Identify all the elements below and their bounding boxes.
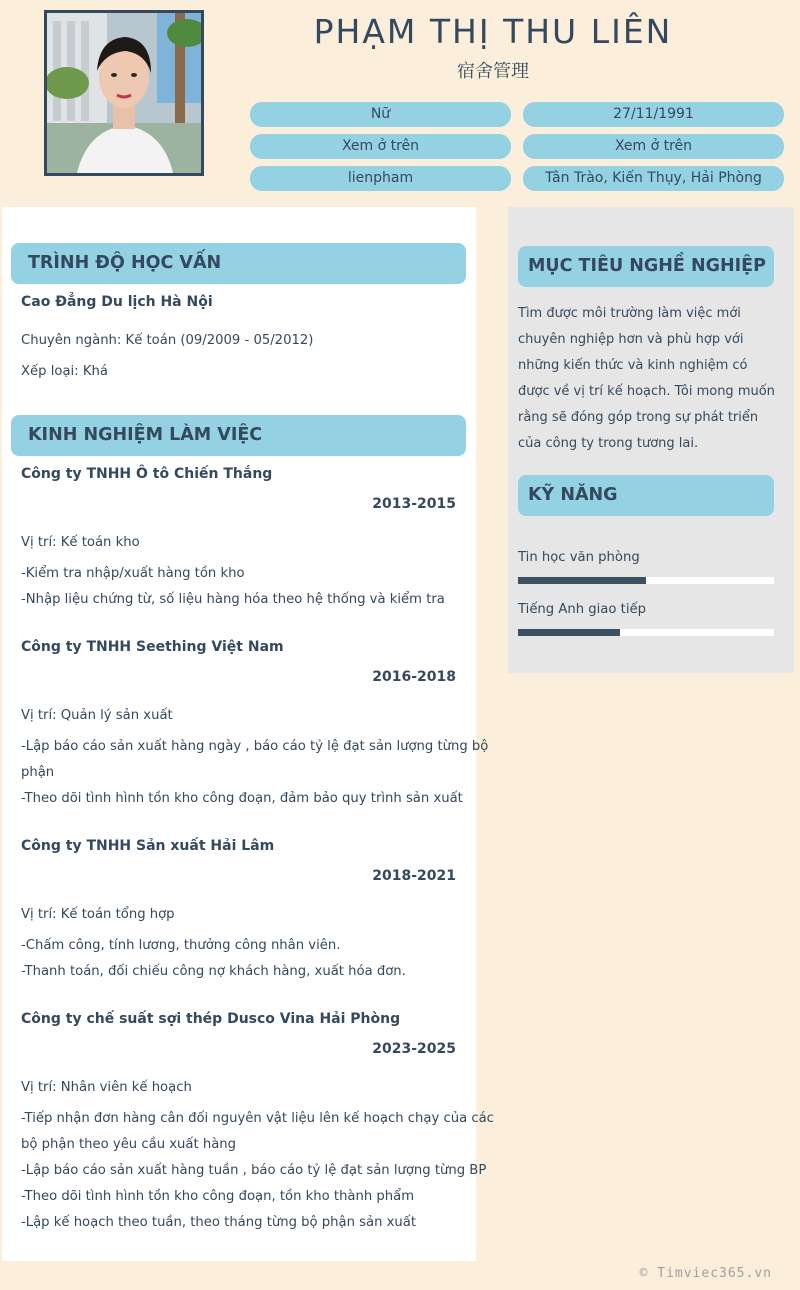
job-duty: phận bbox=[21, 765, 55, 780]
job-years: 2018-2021 bbox=[372, 868, 456, 884]
job-position: Vị trí: Kế toán kho bbox=[21, 535, 140, 550]
education-major: Chuyên ngành: Kế toán (09/2009 - 05/2012) bbox=[21, 333, 314, 348]
company-name: Công ty TNHH Ô tô Chiến Thắng bbox=[21, 466, 273, 482]
job-position: Vị trí: Quản lý sản xuất bbox=[21, 708, 173, 723]
job-position: Vị trí: Kế toán tổng hợp bbox=[21, 907, 175, 922]
school-name: Cao Đẳng Du lịch Hà Nội bbox=[21, 294, 213, 310]
skill-bar-fill bbox=[518, 629, 620, 636]
job-years: 2013-2015 bbox=[372, 496, 456, 512]
skill-bar-fill bbox=[518, 577, 646, 584]
phone-field[interactable]: Xem ở trên bbox=[250, 134, 511, 159]
avatar-photo bbox=[44, 10, 204, 176]
objective-line: Tìm được môi trường làm việc mới bbox=[518, 306, 741, 321]
objective-line: chuyên nghiệp hơn và phù hợp với bbox=[518, 332, 744, 347]
username-field: lienpham bbox=[250, 166, 511, 191]
job-years: 2016-2018 bbox=[372, 669, 456, 685]
job-duty: -Theo dõi tình hình tồn kho công đoạn, tồn kho thành phẩm bbox=[21, 1189, 415, 1204]
cv-header bbox=[0, 0, 800, 207]
skill-name: Tin học văn phòng bbox=[518, 550, 640, 565]
company-name: Công ty chế suất sợi thép Dusco Vina Hải Phòng bbox=[21, 1011, 401, 1027]
company-name: Công ty TNHH Sản xuất Hải Lâm bbox=[21, 838, 275, 854]
birthday-field: 27/11/1991 bbox=[523, 102, 784, 127]
objective-line: những kiến thức và kinh nghiệm có bbox=[518, 358, 748, 373]
company-name: Công ty TNHH Seething Việt Nam bbox=[21, 639, 284, 655]
skill-bar bbox=[518, 577, 774, 584]
objective-line: được về vị trí kế hoạch. Tôi mong muốn bbox=[518, 384, 775, 399]
address-field: Tân Trào, Kiến Thụy, Hải Phòng bbox=[523, 166, 784, 191]
watermark: © Timviec365.vn bbox=[639, 1266, 772, 1281]
skills-heading: KỸ NĂNG bbox=[518, 475, 774, 516]
job-duty: bộ phận theo yêu cầu xuất hàng bbox=[21, 1137, 237, 1152]
education-grade: Xếp loại: Khá bbox=[21, 364, 108, 379]
main-column bbox=[2, 207, 494, 1261]
objective-heading: MỤC TIÊU NGHỀ NGHIỆP bbox=[518, 246, 774, 287]
education-heading: TRÌNH ĐỘ HỌC VẤN bbox=[11, 243, 466, 284]
candidate-name: PHẠM THỊ THU LIÊN bbox=[313, 12, 673, 51]
job-years: 2023-2025 bbox=[372, 1041, 456, 1057]
sidebar-column bbox=[508, 207, 794, 673]
job-duty: -Chấm công, tính lương, thưởng công nhân viên. bbox=[21, 938, 341, 953]
gender-field: Nữ bbox=[250, 102, 511, 127]
job-title: 宿舍管理 bbox=[457, 61, 529, 82]
objective-line: của công ty trong tương lai. bbox=[518, 436, 699, 451]
email-field[interactable]: Xem ở trên bbox=[523, 134, 784, 159]
objective-line: rằng sẽ đóng góp trong sự phát triển bbox=[518, 410, 759, 425]
job-duty: -Tiếp nhận đơn hàng cân đối nguyên vật liệu lên kế hoạch chạy của các bbox=[21, 1111, 494, 1126]
objective-text bbox=[518, 301, 780, 457]
skill-bar bbox=[518, 629, 774, 636]
job-position: Vị trí: Nhân viên kế hoạch bbox=[21, 1080, 192, 1095]
job-duty: -Lập báo cáo sản xuất hàng tuần , báo cáo tỷ lệ đạt sản lượng từng BP bbox=[21, 1163, 487, 1178]
job-duty: -Theo dõi tình hình tồn kho công đoạn, đảm bảo quy trình sản xuất bbox=[21, 791, 463, 806]
skill-name: Tiếng Anh giao tiếp bbox=[518, 602, 646, 617]
avatar-image bbox=[47, 13, 201, 173]
experience-heading: KINH NGHIỆM LÀM VIỆC bbox=[11, 415, 466, 456]
job-duty: -Nhập liệu chứng từ, số liệu hàng hóa theo hệ thống và kiểm tra bbox=[21, 592, 445, 607]
job-duty: -Lập báo cáo sản xuất hàng ngày , báo cáo tỷ lệ đạt sản lượng từng bộ bbox=[21, 739, 489, 754]
job-duty: -Lập kế hoạch theo tuần, theo tháng từng bộ phận sản xuất bbox=[21, 1215, 417, 1230]
job-duty: -Thanh toán, đối chiếu công nợ khách hàng, xuất hóa đơn. bbox=[21, 964, 406, 979]
job-duty: -Kiểm tra nhập/xuất hàng tồn kho bbox=[21, 566, 245, 581]
